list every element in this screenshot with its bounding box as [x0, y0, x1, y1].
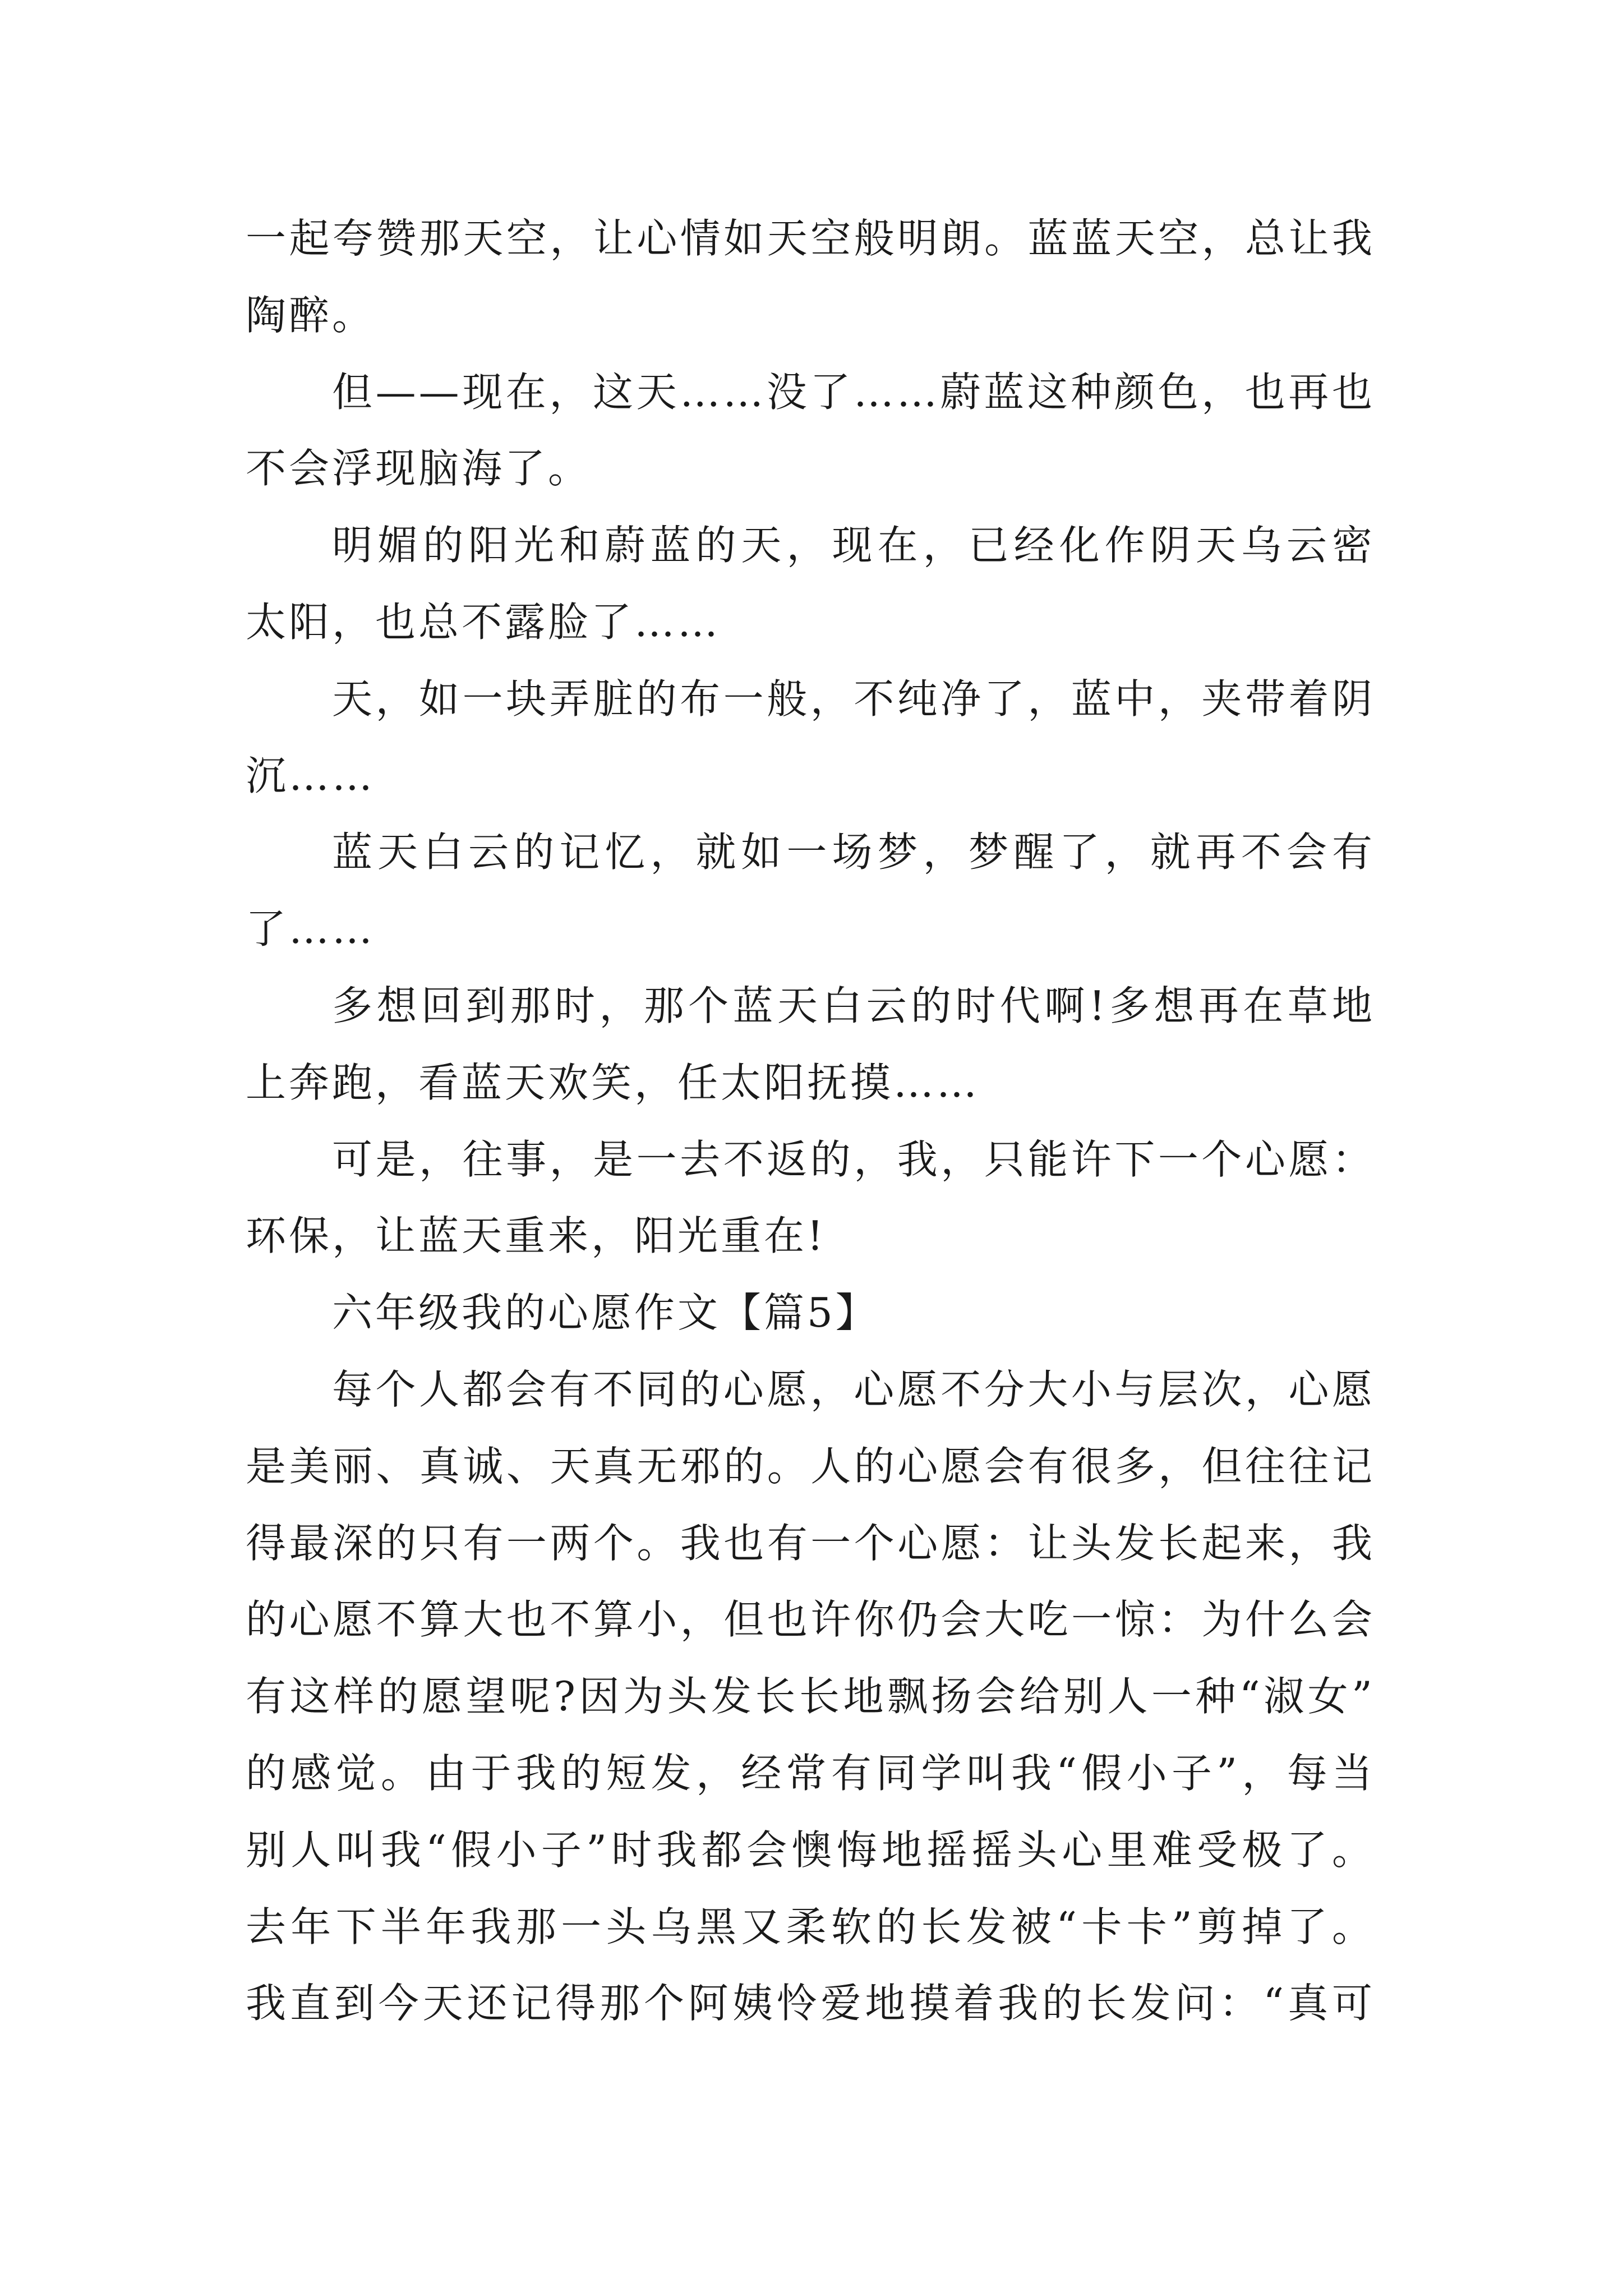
text-line: 有这样的愿望呢?因为头发长长地飘扬会给别人一种“淑女”	[246, 1673, 1375, 1720]
text-line: 我直到今天还记得那个阿姨怜爱地摸着我的长发问：“真可	[246, 1980, 1375, 2027]
paragraph	[246, 661, 1375, 815]
text-line: 了……	[246, 905, 376, 953]
text-line: 多想回到那时，那个蓝天白云的时代啊!多想再在草地	[332, 982, 1375, 1029]
heading-line: 六年级我的心愿作文【篇5】	[332, 1289, 879, 1337]
text-line: 一起夸赞那天空，让心情如天空般明朗。蓝蓝天空，总让我	[246, 215, 1375, 262]
text-line: 去年下半年我那一头乌黑又柔软的长发被“卡卡”剪掉了。	[246, 1903, 1375, 1950]
text-line: 太阳，也总不露脸了……	[246, 598, 721, 646]
text-line: 陶醉。	[246, 291, 376, 339]
text-line: 上奔跑，看蓝天欢笑，任太阳抚摸……	[246, 1059, 980, 1106]
text-line: 可是，往事，是一去不返的，我，只能许下一个心愿：	[332, 1135, 1375, 1183]
page-content	[246, 200, 1375, 2042]
text-line: 不会浮现脑海了。	[246, 445, 592, 493]
text-line: 蓝天白云的记忆，就如一场梦，梦醒了，就再不会有	[332, 829, 1375, 876]
text-line: 的心愿不算大也不算小，但也许你仍会大吃一惊：为什么会	[246, 1596, 1375, 1644]
text-line: 但——现在，这天……没了……蔚蓝这种颜色，也再也	[332, 368, 1375, 416]
text-line: 环保，让蓝天重来，阳光重在!	[246, 1212, 826, 1260]
paragraph	[246, 1351, 1375, 2042]
text-line: 天，如一块弄脏的布一般，不纯净了，蓝中，夹带着阴	[332, 675, 1375, 723]
text-line: 明媚的阳光和蔚蓝的天，现在，已经化作阴天乌云密	[332, 522, 1375, 569]
text-line: 别人叫我“假小子”时我都会懊悔地摇摇头心里难受极了。	[246, 1826, 1375, 1874]
text-line: 得最深的只有一两个。我也有一个心愿：让头发长起来，我	[246, 1519, 1375, 1567]
text-line: 的感觉。由于我的短发，经常有同学叫我“假小子”，每当	[246, 1749, 1375, 1797]
section-heading	[246, 1274, 1375, 1351]
text-line: 沉……	[246, 752, 376, 799]
paragraph	[246, 354, 1375, 508]
paragraph	[246, 814, 1375, 968]
paragraph	[246, 968, 1375, 1121]
paragraph	[246, 507, 1375, 661]
paragraph	[246, 200, 1375, 354]
paragraph	[246, 1121, 1375, 1275]
text-line: 是美丽、真诚、天真无邪的。人的心愿会有很多，但往往记	[246, 1442, 1375, 1490]
text-line: 每个人都会有不同的心愿，心愿不分大小与层次，心愿	[332, 1365, 1375, 1413]
